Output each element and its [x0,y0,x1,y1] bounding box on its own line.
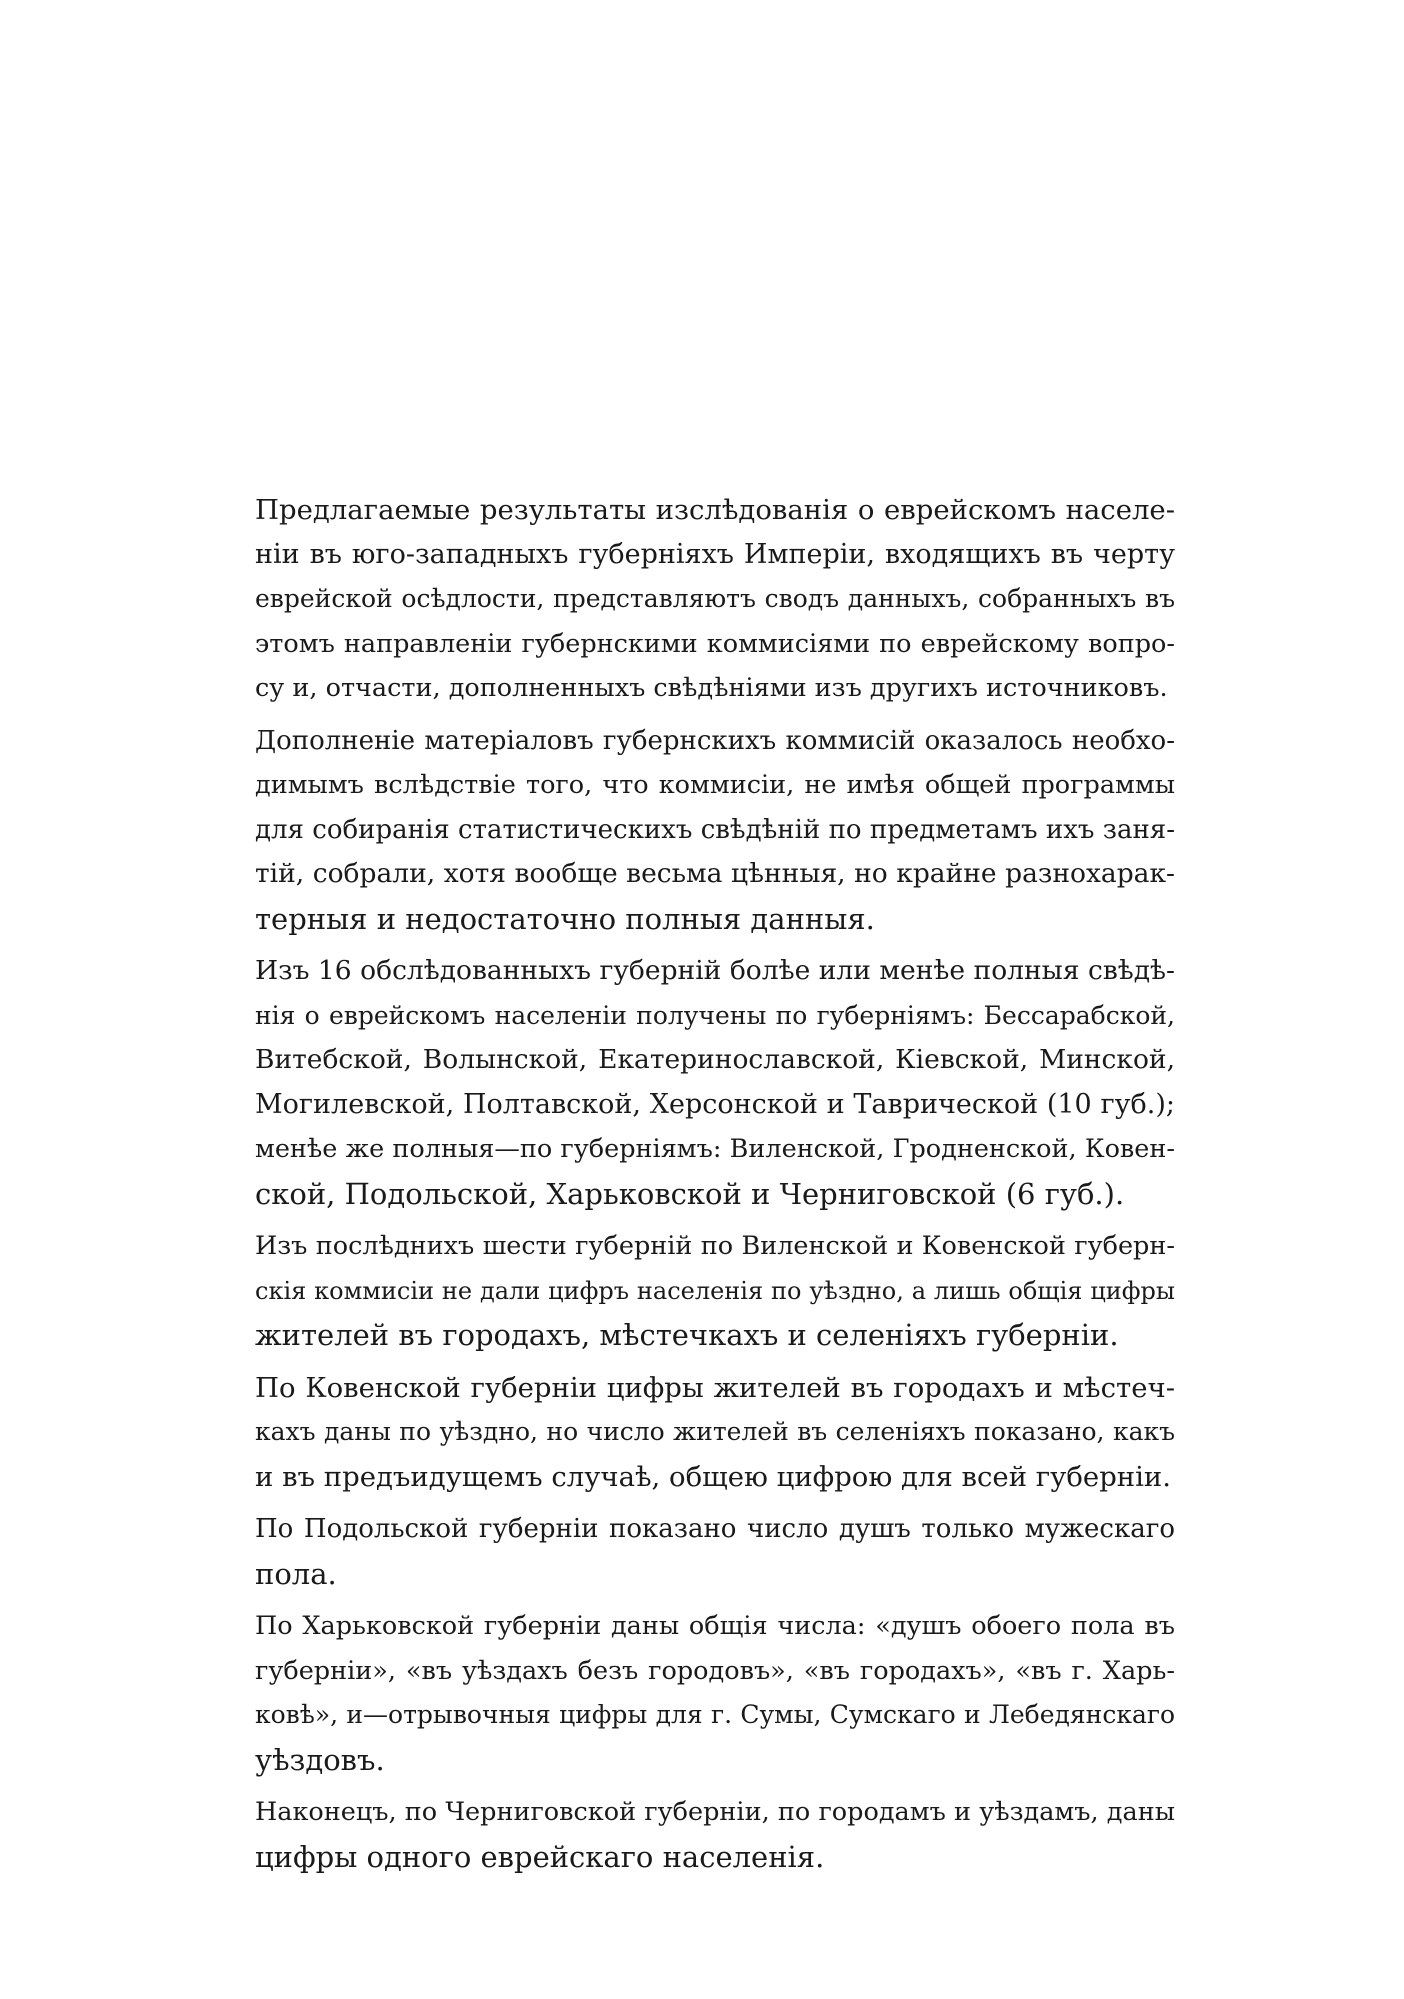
text-line: Изъ послѣднихъ шести губерній по Виленской и Ковенской губерн- [255,1231,1175,1261]
paragraph-4 [255,1224,1175,1358]
text-line: менѣе же полныя—по губерніямъ: Виленской, Гродненской, Ковен- [255,1134,1175,1164]
text-line: цифры одного еврейскаго населенія. [255,1839,825,1874]
text-line: Витебской, Волынской, Екатеринославской, Кіевской, Минской, [255,1044,1175,1075]
text-line: еврейской осѣдлости, представляютъ сводъ данныхъ, собранныхъ въ [255,584,1175,613]
paragraph-7 [255,1604,1175,1782]
paragraph-5 [255,1366,1175,1500]
text-line: уѣздовъ. [255,1742,385,1777]
text-line: кахъ даны по уѣздно, но число жителей въ селеніяхъ показано, какъ [255,1417,1175,1446]
text-line: и въ предъидущемъ случаѣ, общею цифрою для всей губерніи. [255,1460,1171,1493]
text-line: Могилевской, Полтавской, Херсонской и Таврической (10 губ.); [255,1088,1175,1120]
paragraph-8 [255,1790,1175,1879]
text-line: этомъ направленіи губернскими коммисіями по еврейскому вопро- [255,628,1175,659]
body-text [255,488,1175,1887]
text-line: жителей въ городахъ, мѣстечкахъ и селеніяхъ губерніи. [255,1318,1119,1352]
text-line: ніи въ юго-западныхъ губерніяхъ Имперіи, входящихъ въ черту [255,538,1175,570]
text-line: Предлагаемые результаты изслѣдованія о еврейскомъ населе- [255,494,1175,526]
paragraph-1 [255,488,1175,711]
text-line: По Харьковской губерніи даны общія числа: «душъ обоего пола въ [255,1611,1175,1641]
text-line: пола. [255,1556,337,1591]
text-line: для собиранія статистическихъ свѣдѣній по предметамъ ихъ заня- [255,814,1175,845]
text-line: Дополненіе матеріаловъ губернскихъ коммисій оказалось необхо- [255,725,1175,756]
text-line: нія о еврейскомъ населеніи получены по губерніямъ: Бессарабской, [255,1000,1175,1030]
text-line: ковѣ», и—отрывочныя цифры для г. Сумы, Сумскаго и Лебедянскаго [255,1700,1175,1729]
text-line: Наконецъ, по Черниговской губерніи, по городамъ и уѣздамъ, даны [255,1797,1175,1827]
text-line: Изъ 16 обслѣдованныхъ губерній болѣе или менѣе полныя свѣдѣ- [255,955,1175,986]
text-line: тій, собрали, хотя вообще весьма цѣнныя, но крайне разнохарак- [255,858,1175,889]
paragraph-3 [255,949,1175,1216]
paragraph-6 [255,1507,1175,1596]
text-line: су и, отчасти, дополненныхъ свѣдѣніями изъ другихъ источниковъ. [255,673,1168,703]
text-line: скія коммисіи не дали цифръ населенія по уѣздно, а лишь общія цифры [255,1276,1175,1305]
text-line: По Ковенской губерніи цифры жителей въ городахъ и мѣстеч- [255,1371,1175,1404]
text-line: По Подольской губерніи показано число душъ только мужескаго [255,1514,1175,1544]
paragraph-2 [255,719,1175,942]
text-line: димымъ вслѣдствіе того, что коммисіи, не имѣя общей программы [255,770,1175,800]
text-line: губерніи», «въ уѣздахъ безъ городовъ», «въ городахъ», «въ г. Харь- [255,1655,1175,1686]
text-line: ской, Подольской, Харьковской и Черниговской (6 губ.). [255,1176,1125,1211]
text-line: терныя и недостаточно полныя данныя. [255,901,875,936]
